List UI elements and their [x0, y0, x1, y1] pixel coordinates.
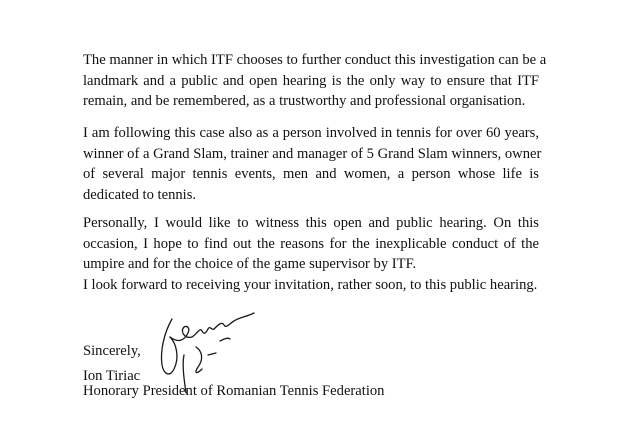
- paragraph-line: landmark and a public and open hearing is the only way to ensure that ITF: [83, 72, 539, 89]
- paragraph-line: The manner in which ITF chooses to further conduct this investigation can be a: [83, 52, 547, 68]
- paragraph-line: of several major tennis events, men and women, a person whose life is: [83, 166, 539, 182]
- paragraph-line: remain, and be remembered, as a trustworthy and professional organisation.: [83, 93, 526, 109]
- letter-paragraph-2: [83, 123, 542, 205]
- paragraph-line: I am following this case also as a person involved in tennis for over 60 years,: [83, 125, 539, 141]
- letter-paragraph-3: [83, 213, 539, 275]
- letter-paragraph-4: [83, 275, 539, 296]
- closing-salutation: Sincerely,: [83, 343, 141, 359]
- paragraph-line: occasion, I hope to find out the reasons for the inexplicable conduct of the: [83, 235, 539, 252]
- paragraph-line: dedicated to tennis.: [83, 186, 197, 203]
- signer-name: Ion Tiriac: [83, 368, 141, 384]
- paragraph-line: Personally, I would like to witness this open and public hearing. On this: [83, 215, 539, 231]
- signer-title: Honorary President of Romanian Tennis Federation: [83, 383, 385, 399]
- paragraph-line: winner of a Grand Slam, trainer and manager of 5 Grand Slam winners, owner: [83, 145, 542, 162]
- paragraph-line: umpire and for the choice of the game supervisor by ITF.: [83, 256, 417, 272]
- paragraph-line: I look forward to receiving your invitation, rather soon, to this public hearing.: [83, 277, 538, 293]
- letter-paragraph-1: [83, 50, 547, 112]
